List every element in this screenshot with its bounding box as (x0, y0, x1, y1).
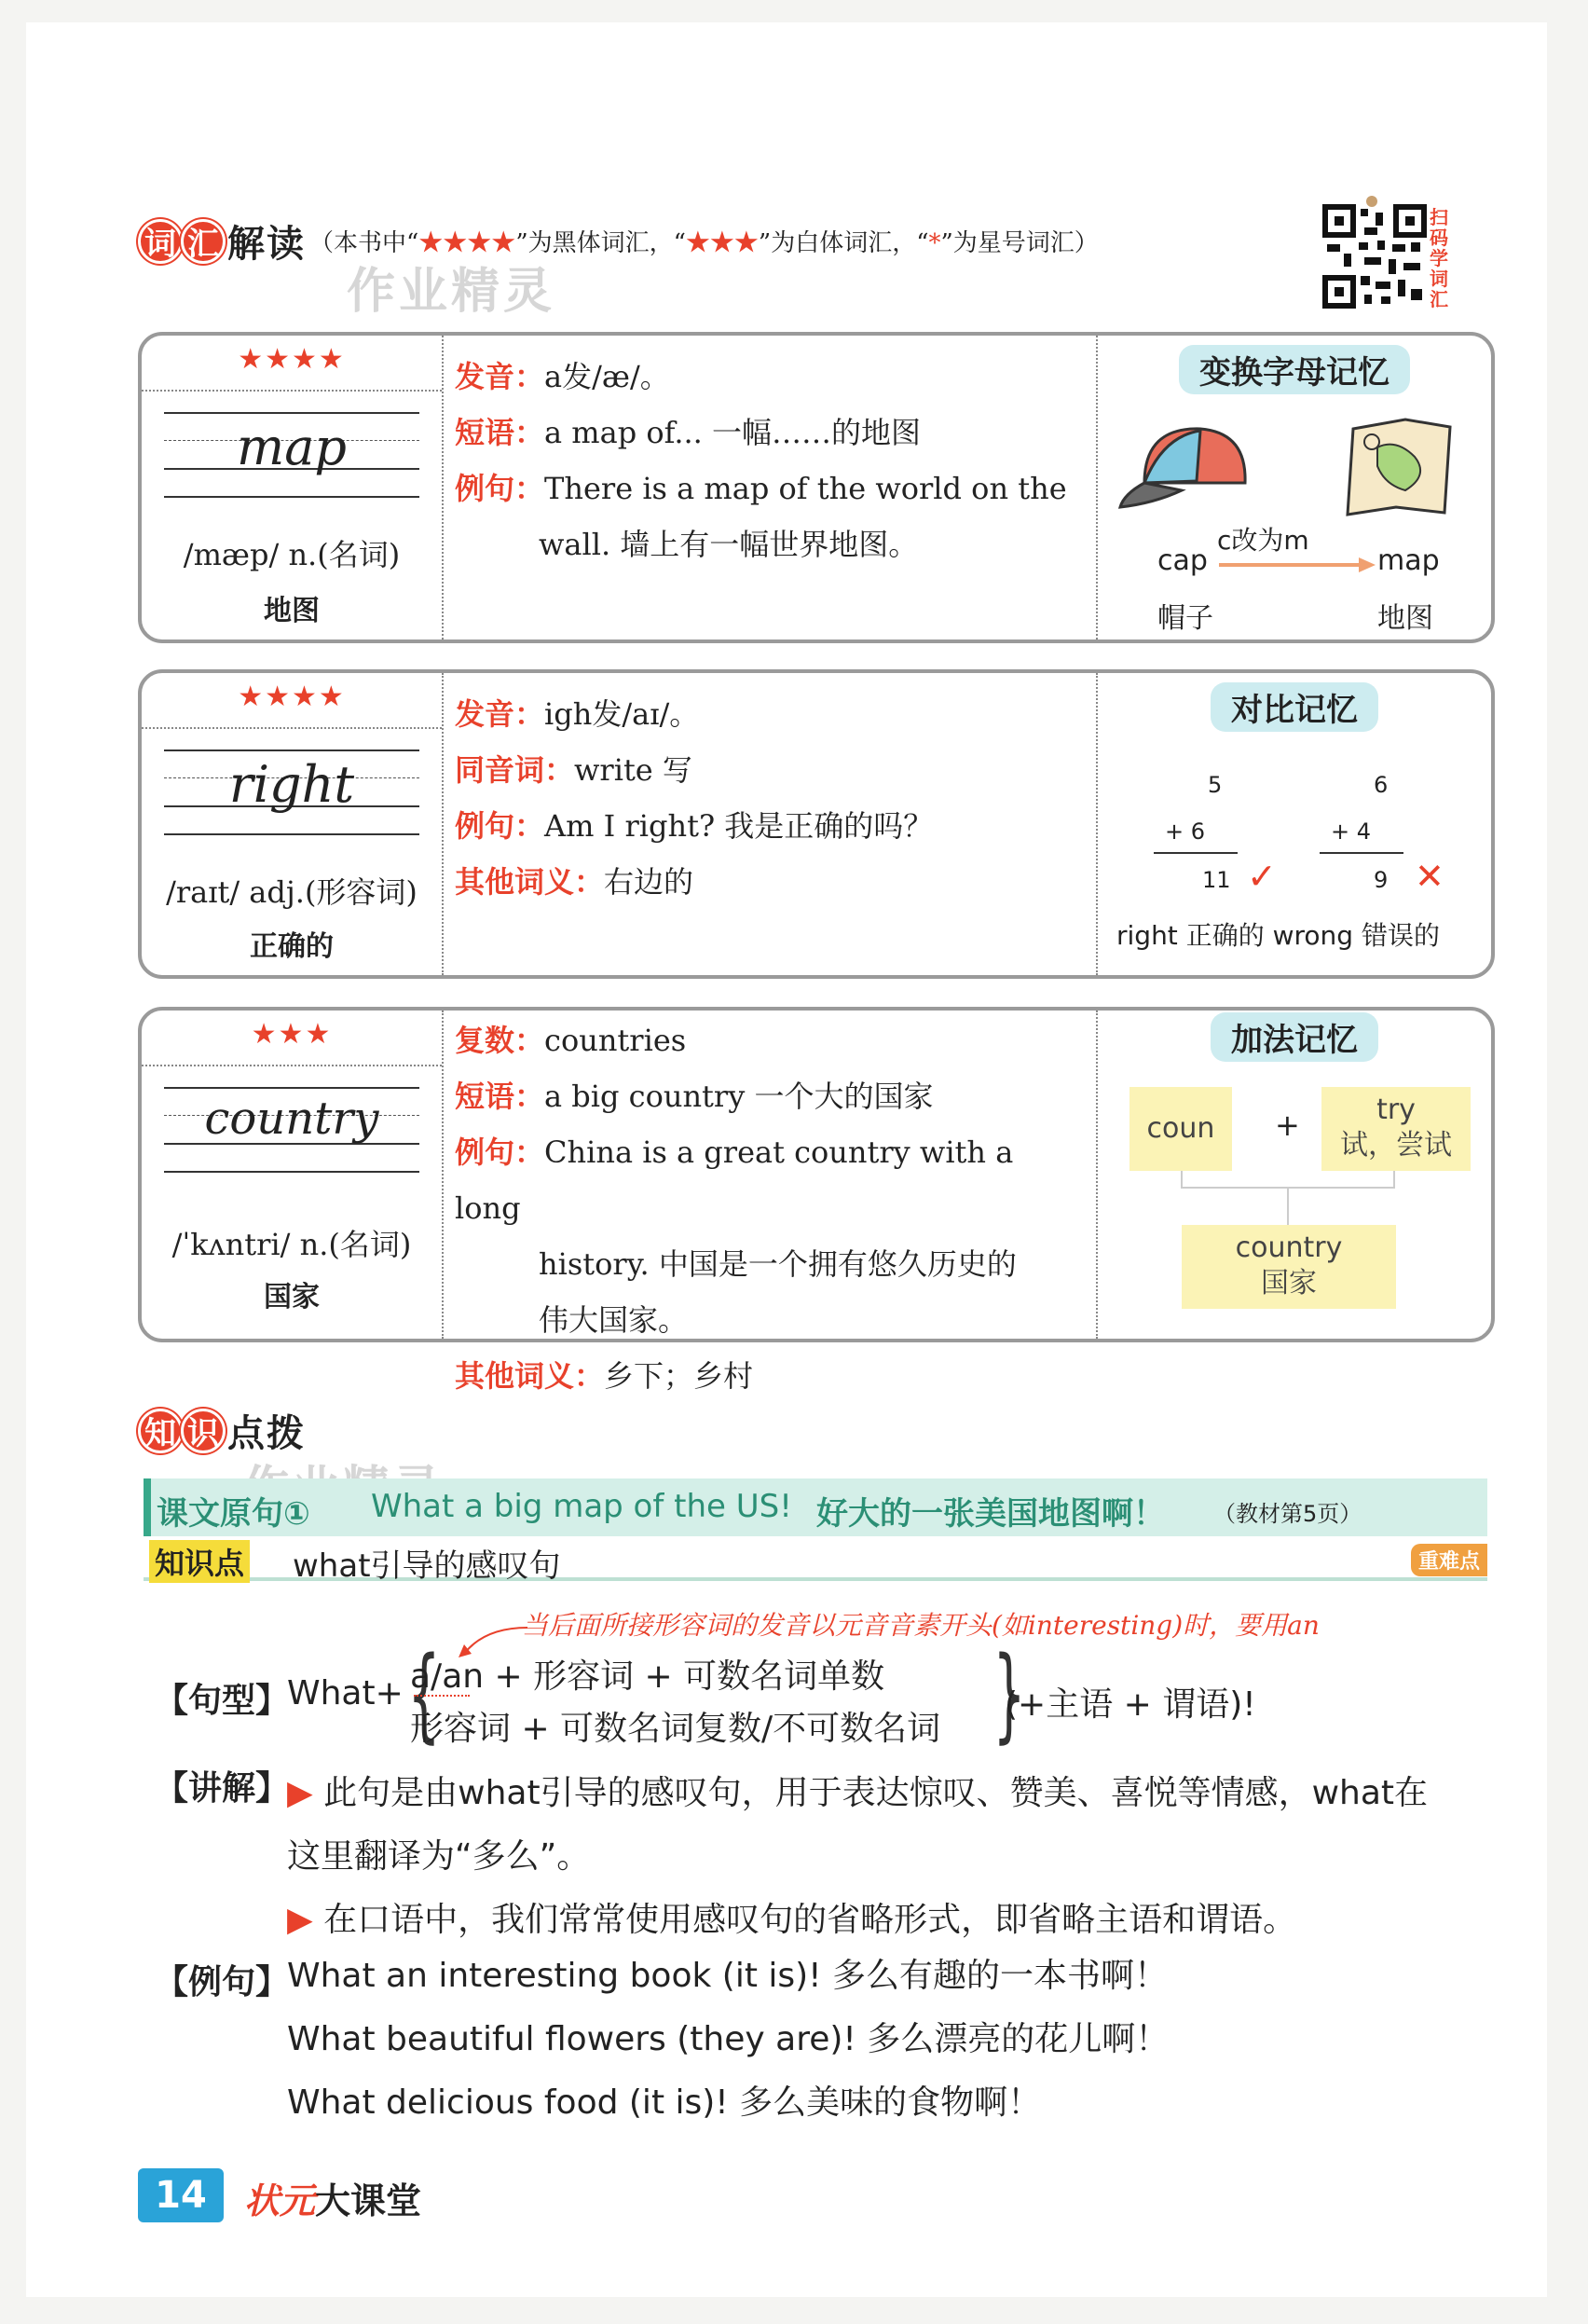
explain-text-2: ▶ 在口语中，我们常常使用感叹句的省略形式，即省略主语和谓语。 (287, 1901, 1297, 1939)
header-bubble-1: 词 (138, 219, 183, 264)
sum2-a: 6 (1374, 772, 1389, 798)
left-brace: { (407, 1634, 441, 1753)
watermark-1: 作业精灵 (347, 264, 556, 320)
plus-sign: + (1275, 1107, 1300, 1143)
word-details: 复数：countries 短语：a big country 一个大的国家 例句：China is a great country with a long history. 中国是一个拥有悠久历史的 伟大国家。 其他词义：乡下；乡村 (455, 1023, 1017, 1394)
meaning: 国家 (264, 1281, 320, 1313)
knowledge-title: 点拨 (227, 1412, 306, 1455)
star-rating: ★★★★ (238, 343, 346, 376)
difficulty-badge: 重难点 (1411, 1544, 1487, 1576)
example-label: 【例句】 (155, 1963, 290, 2001)
phonetic: /ˈkʌntri/ n.(名词) (171, 1227, 412, 1262)
memory-to: map (1377, 544, 1440, 577)
vocab-note: （本书中“★★★★”为黑体词汇，“★★★”为白体词汇，“*”为星号词汇） (309, 229, 1099, 257)
sum1-result: 11 (1202, 867, 1231, 893)
pattern-option-2: 形容词 + 可数名词复数/不可数名词 (410, 1710, 941, 1748)
memory-from-cn: 帽子 (1157, 602, 1213, 635)
src-english: What a big map of the US! (371, 1488, 792, 1525)
memory-panel (1096, 1011, 1491, 1339)
point-bar (144, 1536, 1487, 1585)
header-bubble-1: 知 (138, 1409, 183, 1453)
vocab-section-header (138, 214, 1099, 268)
header-bubble-2: 识 (181, 1409, 226, 1453)
meaning: 地图 (264, 595, 320, 627)
headword: map (237, 418, 347, 476)
join-lines (1180, 1171, 1441, 1227)
sum1-a: 5 (1208, 772, 1223, 798)
src-label: 课文原句① (157, 1495, 310, 1533)
phonetic: /raɪt/ adj.(形容词) (166, 874, 418, 910)
word-card-map (138, 332, 1495, 643)
pattern-hint: 当后面所接形容词的发音以元音音素开头(如interesting)时，要用an (522, 1610, 1320, 1641)
part-try: try 试，尝试 (1321, 1087, 1471, 1171)
brand-logo: 状元大课堂 (244, 2180, 422, 2221)
header-bubble-2: 汇 (181, 219, 226, 264)
sum2-result: 9 (1374, 867, 1389, 893)
memory-panel (1096, 336, 1491, 639)
meaning: 正确的 (250, 930, 334, 963)
memory-tag: 加法记忆 (1211, 1012, 1378, 1062)
check-icon: ✓ (1247, 856, 1277, 897)
explain-text-1: ▶ 此句是由what引导的感叹句，用于表达惊叹、赞美、喜悦等情感，what在 (287, 1774, 1429, 1812)
text-source-bar (144, 1478, 1487, 1536)
right-wrong-caption: right 正确的 wrong 错误的 (1116, 920, 1440, 951)
point-text: what引导的感叹句 (293, 1547, 561, 1585)
star-rating: ★★★★ (238, 681, 346, 713)
headword: country (204, 1093, 379, 1145)
memory-to-cn: 地图 (1377, 602, 1433, 635)
example-2: What beautiful flowers (they are)! 多么漂亮的花儿啊！ (287, 2020, 1170, 2058)
word-details: 发音：igh发/aɪ/。 同音词：write 写 例句：Am I right? 我是正确的吗？ 其他词义：右边的 (455, 696, 934, 900)
memory-rule: c改为m (1217, 525, 1309, 556)
memory-panel (1096, 673, 1491, 975)
src-page: （教材第5页） (1213, 1501, 1362, 1527)
right-brace: } (992, 1634, 1026, 1753)
sum2-b: + 4 (1331, 818, 1372, 845)
explain-label: 【讲解】 (155, 1769, 290, 1808)
qr-code-icon[interactable] (1323, 196, 1426, 308)
example-3: What delicious food (it is)! 多么美味的食物啊！ (287, 2083, 1042, 2122)
word-col (142, 336, 444, 639)
phonetic: /mæp/ n.(名词) (183, 537, 401, 572)
knowledge-section-header (138, 1404, 306, 1457)
example-1: What an interesting book (it is)! 多么有趣的一本书啊！ (287, 1957, 1169, 1995)
cap-icon (1116, 418, 1256, 520)
src-chinese: 好大的一张美国地图啊！ (816, 1495, 1165, 1533)
cross-icon: ✕ (1415, 856, 1444, 897)
word-card-country (138, 1007, 1495, 1394)
page-number: 14 (138, 2168, 224, 2222)
word-col (142, 1011, 444, 1339)
sum1-b: + 6 (1165, 818, 1206, 845)
vocab-title: 解读 (227, 223, 306, 266)
point-label: 知识点 (149, 1540, 250, 1583)
arrow-right-icon (1219, 556, 1377, 574)
word-details: 发音：a发/æ/。 短语：a map of... 一幅……的地图 例句：There is a map of the world on the wall. 墙上有一幅世界地图。 (455, 359, 1067, 562)
headword: right (228, 755, 355, 814)
word-card-right (138, 669, 1495, 979)
word-col (142, 673, 444, 975)
star-rating: ★★★ (251, 1018, 333, 1051)
map-icon (1340, 410, 1461, 522)
pattern-what: What+ (287, 1674, 404, 1712)
explain-text-1b: 这里翻译为“多么”。 (287, 1837, 591, 1876)
memory-from: cap (1157, 544, 1208, 577)
memory-tag: 变换字母记忆 (1179, 345, 1410, 394)
memory-tag: 对比记忆 (1211, 682, 1378, 732)
result-country: country 国家 (1182, 1225, 1396, 1309)
pattern-label: 【句型】 (155, 1682, 290, 1720)
pattern-tail: (+主语 + 谓语)! (1005, 1685, 1256, 1724)
pattern-option-1: a/an + 形容词 + 可数名词单数 (410, 1657, 885, 1696)
part-coun: coun (1129, 1087, 1232, 1171)
qr-caption: 扫码学词汇 (1430, 206, 1448, 310)
